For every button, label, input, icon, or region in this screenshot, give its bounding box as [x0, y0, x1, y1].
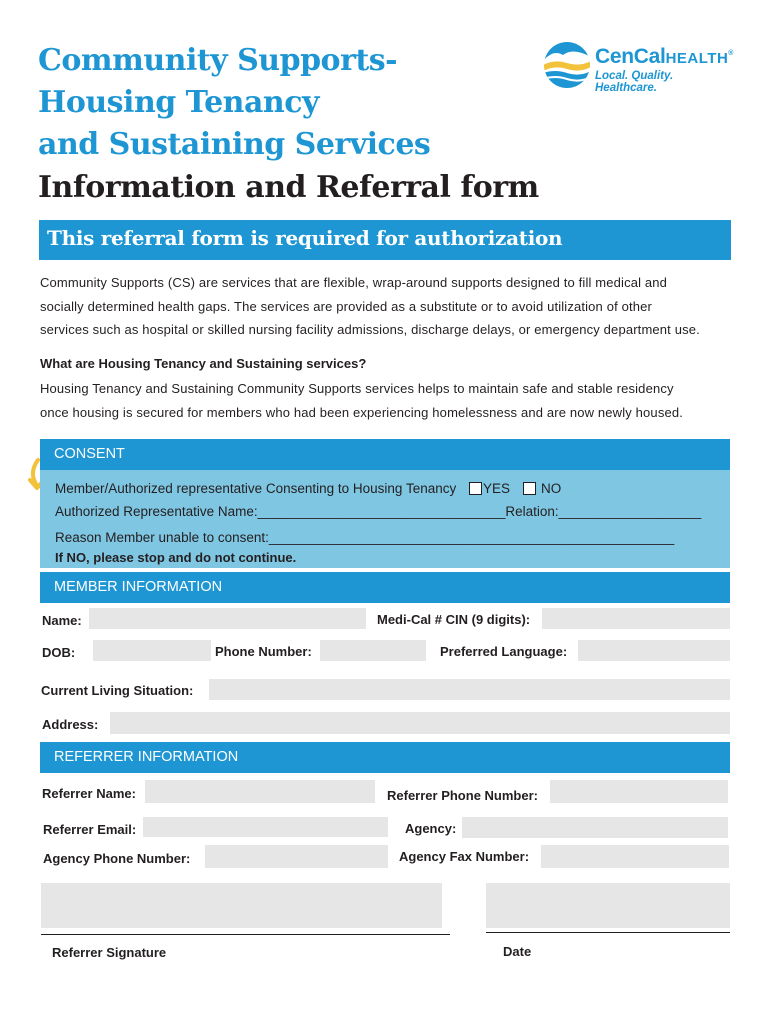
address-input[interactable] — [110, 712, 730, 734]
referrer-phone-input[interactable] — [550, 780, 728, 803]
agency-phone-label: Agency Phone Number: — [43, 851, 191, 866]
reason-unable-field[interactable]: Reason Member unable to consent:______________________________________________________ — [55, 530, 675, 545]
services-line-1: Housing Tenancy and Sustaining Community Supports services helps to maintain safe and stable residency — [40, 381, 674, 396]
preferred-language-label: Preferred Language: — [440, 644, 568, 659]
services-description — [40, 377, 740, 424]
title-line-3: and Sustaining Services — [38, 127, 431, 162]
member-phone-label: Phone Number: — [215, 644, 312, 659]
medical-cin-input[interactable] — [542, 608, 730, 629]
consent-no-checkbox[interactable] — [523, 482, 536, 495]
agency-input[interactable] — [462, 817, 728, 838]
consent-yes-label: YES — [483, 481, 511, 496]
logo-wordmark: CenCalHEALTH® — [595, 45, 734, 68]
date-line — [486, 932, 730, 933]
referrer-signature-input[interactable] — [41, 883, 442, 928]
living-situation-input[interactable] — [209, 679, 730, 700]
agency-fax-input[interactable] — [541, 845, 729, 868]
referrer-phone-label: Referrer Phone Number: — [387, 788, 538, 803]
consent-no-label: NO — [541, 481, 562, 496]
date-input[interactable] — [486, 883, 730, 928]
consent-yes-checkbox[interactable] — [469, 482, 482, 495]
address-label: Address: — [42, 717, 99, 732]
referrer-name-input[interactable] — [145, 780, 375, 803]
referrer-header-label: REFERRER INFORMATION — [54, 749, 239, 765]
consent-question: Member/Authorized representative Consenting to Housing Tenancy — [55, 481, 457, 496]
preferred-language-input[interactable] — [578, 640, 730, 661]
medical-cin-label: Medi-Cal # CIN (9 digits): — [377, 612, 531, 627]
banner-text: This referral form is required for authorization — [47, 226, 563, 250]
member-section-header — [40, 572, 730, 603]
intro-line-3: services such as hospital or skilled nursing facility admissions, discharge delays, or emergency department use. — [40, 322, 700, 337]
intro-paragraph — [40, 271, 740, 342]
referrer-name-label: Referrer Name: — [42, 786, 136, 801]
stop-notice: If NO, please stop and do not continue. — [55, 550, 297, 565]
title-line-1: Community Supports- — [38, 43, 398, 78]
intro-line-1: Community Supports (CS) are services that are flexible, wrap-around supports designed to fill medical and — [40, 275, 668, 290]
agency-label: Agency: — [405, 821, 457, 836]
logo-mark-icon — [543, 41, 591, 89]
authorized-rep-field[interactable]: Authorized Representative Name:_________________________________Relation:___________________ — [55, 504, 702, 519]
referrer-signature-label: Referrer Signature — [52, 945, 167, 960]
date-label: Date — [503, 944, 532, 959]
dob-input[interactable] — [93, 640, 211, 661]
consent-panel — [40, 470, 730, 568]
intro-line-2: socially determined health gaps. The services are provided as a substitute or to avoid utilization of other — [40, 298, 652, 314]
title-line-2: Housing Tenancy — [38, 85, 319, 120]
referrer-section-header — [40, 742, 730, 773]
agency-fax-label: Agency Fax Number: — [399, 849, 530, 864]
form-title: Information and Referral form — [38, 170, 539, 205]
member-header-label: MEMBER INFORMATION — [54, 579, 223, 595]
logo-tagline: Local. Quality. Healthcare. — [595, 70, 674, 94]
signature-line — [41, 934, 450, 935]
consent-header-label: CONSENT — [54, 446, 125, 462]
member-name-input[interactable] — [89, 608, 366, 629]
services-heading: What are Housing Tenancy and Sustaining services? — [40, 356, 367, 371]
referrer-email-label: Referrer Email: — [43, 822, 137, 837]
member-name-label: Name: — [42, 613, 82, 628]
referrer-email-input[interactable] — [143, 817, 388, 837]
authorization-banner — [39, 220, 731, 260]
living-situation-label: Current Living Situation: — [41, 683, 194, 698]
services-line-2: once housing is secured for members who had been experiencing homelessness and are now newly housed. — [40, 404, 683, 420]
agency-phone-input[interactable] — [205, 845, 388, 868]
member-phone-input[interactable] — [320, 640, 426, 661]
dob-label: DOB: — [42, 645, 76, 660]
cencal-health-logo — [543, 41, 734, 94]
consent-section-header — [40, 439, 730, 470]
